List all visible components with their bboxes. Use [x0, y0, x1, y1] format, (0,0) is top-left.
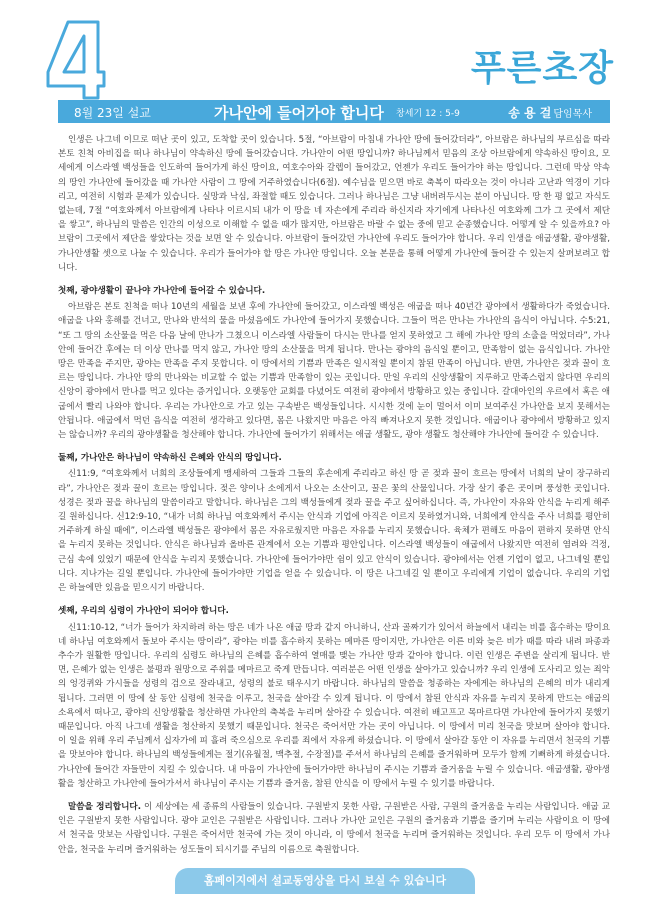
sermon-date: 8월 23일 설교 [74, 106, 151, 120]
brand-title: 푸른초장 [470, 48, 614, 89]
scripture-reference: 창세기 12 : 5-9 [396, 109, 460, 119]
intro-paragraph: 인생은 나그네 이므로 떠난 곳이 있고, 도착할 곳이 있습니다. 5절, “아브람이 마침내 가나안 땅에 들어갔더라”, 아브람은 하나님의 부르심을 따라 본토 친척 아비집을 떠나 하나님이 약속하신 땅에 들어갔습니다. 가나안이 어떤 땅입니까? 하나님께서 믿음의 조상 아브람에게 약속하신 땅이요, 모세에게 이스라엘 백성들을 인도하여 들어가게 하신 땅이요, 여호수아와 갈렙이 들어갔고, 언젠가 우리도 들어가야 하는 땅입니다. 그런데 막상 약속의 땅인 가나안에 들어갔을 때 가나안 사람이 그 땅에 거주하였습니다(6절). 예수님을 믿으면 바로 축복이 따라오는 것이 아니라 고난과 역경이 기다리고, 여전히 시험과 문제가 있습니다. 실망과 낙심, 좌절할 때도 있습니다. 그러나 하나님은 그냥 내버려두시는 분이 아닙니다. 땅 한 평 없고 자식도 없는데, 7절 “여호와께서 아브람에게 나타나 이르시되 내가 이 땅을 네 자손에게 주리라 하신지라 자기에게 나타나신 여호와께 그가 그 곳에서 제단을 쌓고”, 하나님의 말씀은 인간의 이성으로 이해할 수 없을 때가 많지만, 아브람은 바랄 수 없는 중에 믿고 순종했습니다. 어떻게 알 수 있을까요? 아브람이 그곳에서 제단을 쌓았다는 것을 보면 알 수 있습니다. 아브람이 들어갔던 가나안에 우리도 들어가야 합니다. 우리 인생을 애굽생활, 광야생활, 가나안생활 셋으로 나눌 수 있습니다. 우리가 들어가야 할 땅은 가나안 땅입니다. 오늘 본문을 통해 어떻게 가나안에 들어갈 수 있는지 살펴보려고 합니다. [58, 135, 611, 273]
conclusion-heading: 말씀을 정리합니다. [68, 801, 141, 812]
point1-paragraph: 아브람은 본토 친척을 떠나 10년의 세월을 보낸 후에 가나안에 들어갔고, 이스라엘 백성은 애굽을 떠나 40년간 광야에서 생활하다가 죽었습니다. 애굽을 나와 홍해를 건너고, 만나와 반석의 물을 마셨음에도 가나안에 들어가지 못했습니다. 그들이 먹은 만나는 가나안의 음식이 아닙니다. 수5:21, “또 그 땅의 소산물을 먹은 다음 날에 만나가 그쳤으니 이스라엘 사람들이 다시는 만나를 얻지 못하였고 그 해에 가나안 땅의 소출을 먹었더라”, 가나안에 들어간 후에는 더 이상 만나를 먹지 않고, 가나안 땅의 소산물을 먹게 됩니다. 만나는 광야의 음식일 뿐이고, 만족함이 없는 음식입니다. 가나안 땅은 만족을 주지만, 광야는 만족을 주지 못합니다. 이 땅에서의 기쁨과 만족은 일시적일 뿐이지 참된 만족이 아닙니다. 반면, 가나안은 젖과 꿀이 흐르는 땅입니다. 가나안 땅의 만나와는 비교할 수 없는 기쁨과 만족함이 있는 곳입니다. 만일 우리의 신앙생활이 지루하고 만족스럽지 않다면 우리의 신앙이 광야에서 만나를 먹고 있다는 증거입니다. 오랫동안 교회를 다녔어도 여전히 광야에서 방황하고 있는 중입니다. 갈대아인의 우르에서 혹은 애굽에서 빨리 나와야 합니다. 우리는 가나안으로 가고 있는 구속받은 백성들입니다. 시시한 것에 눈이 멀어서 이미 보여주신 가나안을 보지 못해서는 안됩니다. 애굽에서 먹던 음식을 여전히 생각하고 있다면, 몸은 나왔지만 마음은 아직 빠져나오지 못한 것입니다. 애굽이나 광야에서 방황하고 있지는 않습니까? 우리의 광야생활을 청산해야 합니다. 가나안에 들어가기 위해서는 애굽 생활도, 광야 생활도 청산해야 가나안에 들어갈 수 있습니다. [58, 302, 610, 441]
preacher [508, 104, 592, 121]
sermon-title: 가나안에 들어가야 합니다 [214, 104, 384, 122]
sermon-body [58, 133, 610, 857]
video-notice-banner: 홈페이지에서 설교동영상을 다시 보실 수 있습니다 [175, 868, 475, 894]
issue-number-4 [46, 20, 106, 100]
point3-paragraph: 신11:10-12, “너가 들어가 차지하려 하는 땅은 네가 나온 애굽 땅과 같지 아니하니, 산과 골짜기가 있어서 하늘에서 내리는 비를 흡수하는 땅이요 네 하나님 여호와께서 돌보아 주시는 땅이라”, 광야는 비를 흡수하지 못하는 메마른 땅이지만, 가나안은 이른 비와 늦은 비가 때를 따라 내려 파종과 추수가 원활한 땅입니다. 우리의 심령도 하나님의 은혜를 흡수하여 열매를 맺는 가나안 땅과 같아야 합니다. 이런 인생은 주변을 살리게 됩니다. 반면, 은혜가 없는 인생은 불평과 원망으로 주위를 메마르고 죽게 만듭니다. 여러분은 어떤 인생을 살아가고 있습니까? 우리 인생에 도사리고 있는 죄악의 엉겅퀴와 가시들을 성령의 검으로 잘라내고, 성령의 불로 태우시기 바랍니다. 하나님의 말씀을 청종하는 자에게는 하나님의 은혜의 비가 내리게 됩니다. 그러면 이 땅에 살 동안 심령에 천국을 이루고, 천국을 살아갈 수 있게 됩니다. 이 땅에서 참된 안식과 자유를 누리지 못하게 만드는 애굽의 소욕에서 떠나고, 광야의 신앙생활을 청산하면 가나안의 축복을 누리며 살아갈 수 있습니다. 여전히 배고프고 목마르다면 가나안에 들어가지 못했기 때문입니다. 아직 나그네 생활을 청산하지 못했기 때문입니다. 천국은 죽어서만 가는 곳이 아닙니다. 이 땅에서 미리 천국을 맛보며 살아야 합니다. 이 일을 위해 우리 주님께서 십자가에 피 흘려 죽으심으로 우리를 죄에서 자유케 하셨습니다. 이 땅에서 살아갈 동안 이 자유를 누리면서 천국의 기쁨을 맛보아야 합니다. 하나님의 백성들에게는 절기(유월절, 맥추절, 수장절)를 주셔서 하나님의 은혜를 즐거워하며 모두가 함께 기뻐하게 하셨습니다. 가나안에 들어간 자들만이 지킬 수 있습니다. 내 마음이 가나안에 들어가야만 하나님이 주시는 기쁨과 즐거움을 누릴 수 있습니다. 애굽생활, 광야생활을 청산하고 가나안에 들어가셔서 하나님이 주시는 기쁨과 즐거움, 참된 안식을 이 땅에서 누릴 수 있기를 바랍니다. [58, 622, 610, 789]
preacher-role: 담임목사 [553, 109, 592, 120]
point2-paragraph: 신11:9, “여호와께서 너희의 조상들에게 맹세하여 그들과 그들의 후손에게 주리라고 하신 땅 곧 젖과 꿀이 흐르는 땅에서 너희의 날이 장구하리라”, 가나안은 젖과 꿀이 흐르는 땅입니다. 젖은 양이나 소에게서 나오는 소산이고, 꿀은 꽃의 산물입니다. 가장 살기 좋은 곳이며 풍성한 곳입니다. 성경은 젖과 꿀을 하나님의 말씀이라고 말합니다. 하나님은 그의 백성들에게 젖과 꿀을 주고 싶어하십니다. 즉, 가나안이 자유와 안식을 누리게 해주길 원하십니다. 신12:9-10, “내가 너희 하나님 여호와께서 주시는 안식과 기업에 아직은 이르지 못하였거니와, 너희에게 안식을 주사 너희를 평안히 거주하게 하실 때에”, 이스라엘 백성들은 광야에서 몸은 자유로웠지만 마음은 자유를 누리지 못했습니다. 육체가 편해도 마음이 편하지 못하면 안식을 누리지 못하는 것입니다. 안식은 하나님과 올바른 관계에서 오는 기쁨과 평안입니다. 이스라엘 백성들이 애굽에서 나왔지만 여전히 염려와 걱정, 근심 속에 있었기 때문에 안식을 누리지 못했습니다. 가나안에 들어가야만 쉼이 있고 안식이 있습니다. 광야에서는 언젠 기업이 없고, 나그네일 뿐입니다. 지나가는 길일 뿐입니다. 가나안에 들어가야만 기업을 얻을 수 있습니다. 이 땅은 나그네길 일 뿐이고 우리에게 기업이 없습니다. 우리의 기업은 하늘에만 있음을 믿으시기 바랍니다. [58, 469, 610, 594]
conclusion-paragraph [58, 800, 610, 857]
point2-heading: 둘째, 가나안은 하나님이 약속하신 은혜와 안식의 땅입니다. [58, 453, 282, 464]
point3-heading: 셋째, 우리의 심령이 가나안이 되어야 합니다. [58, 606, 229, 617]
preacher-name: 송 용 걸 [508, 106, 552, 120]
sermon-header-bar [58, 100, 610, 123]
point1-heading: 첫째, 광야생활이 끝나야 가나안에 들어갈 수 있습니다. [58, 286, 266, 297]
conclusion-text: 이 세상에는 세 종류의 사람들이 있습니다. 구원받지 못한 사람, 구원받은 사람, 구원의 즐거움을 누리는 사람입니다. 애굽 교인은 구원받지 못한 사람입니다. 광야 교인은 구원받은 사람입니다. 그러나 가나안 교인은 구원의 즐거움과 기쁨을 즐기며 누리는 사람이요 이 땅에서 천국을 맛보는 사람입니다. 구원은 죽어서만 천국에 가는 것이 아니라, 이 땅에서 천국을 누리며 즐거워하는 것입니다. 우리 모두 이 땅에서 가나안을, 천국을 누리며 즐거워하는 성도들이 되시기를 주님의 이름으로 축원합니다. [58, 801, 610, 855]
